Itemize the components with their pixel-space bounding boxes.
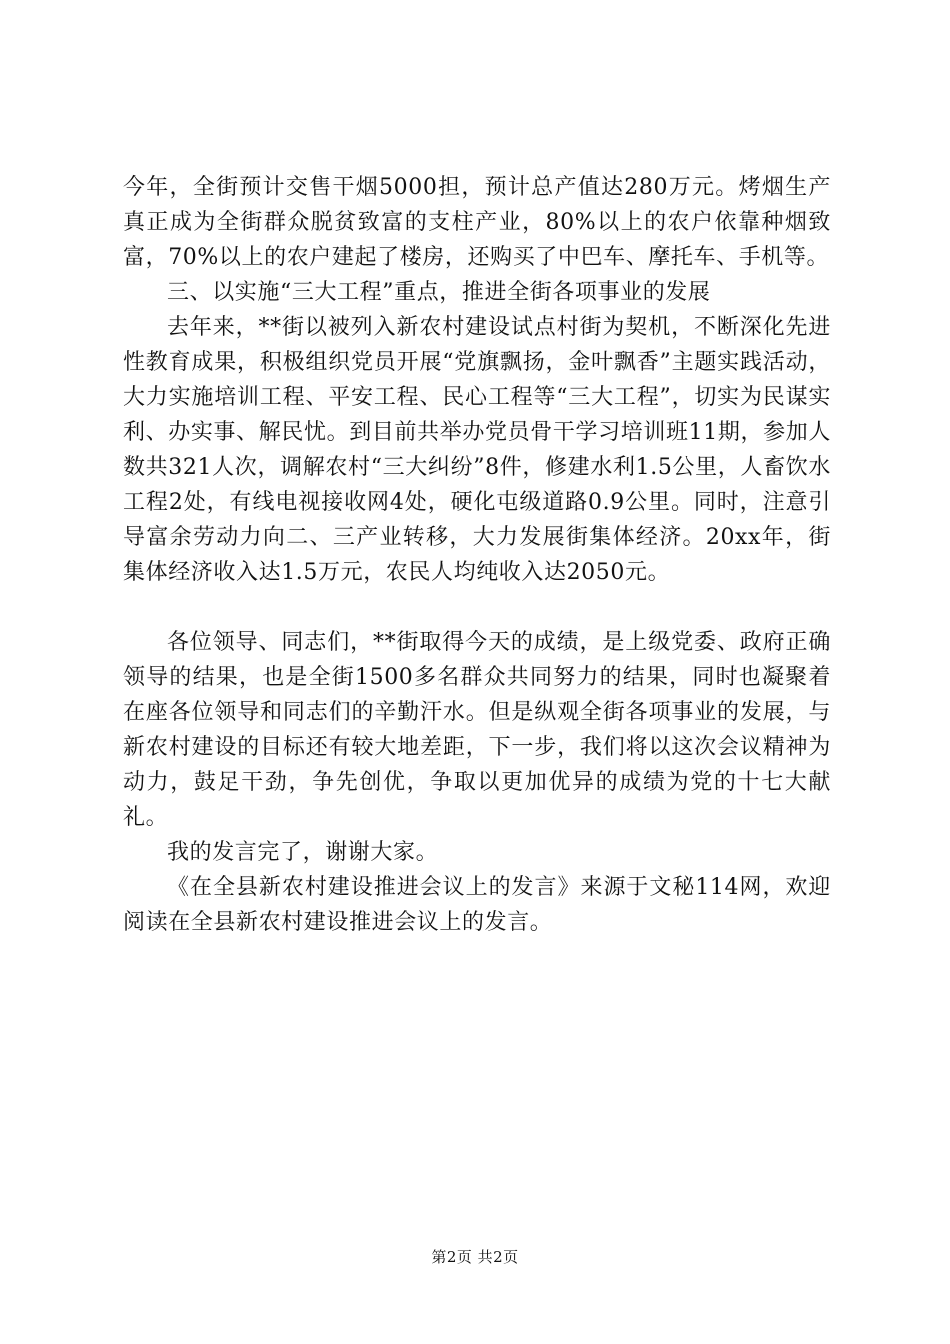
paragraph-spacer [123, 590, 831, 625]
paragraph-source-note: 《在全县新农村建设推进会议上的发言》来源于文秘114网，欢迎阅读在全县新农村建设推进会议上的发言。 [123, 875, 831, 935]
page-footer: 第2页 共2页 [431, 1248, 519, 1266]
paragraph-harvest: 今年，全街预计交售干烟5000担，预计总产值达280万元。烤烟生产真正成为全街群众脱贫致富的支柱产业，80%以上的农户依靠种烟致富，70%以上的农户建起了楼房，还购买了中巴车、摩托车、手机等。 [123, 175, 831, 270]
paragraph-conclusion: 各位领导、同志们，**街取得今天的成绩，是上级党委、政府正确领导的结果，也是全街1500多名群众共同努力的结果，同时也凝聚着在座各位领导和同志们的辛勤汗水。但是纵观全街各项事业的发展，与新农村建设的目标还有较大地差距，下一步，我们将以这次会议精神为动力，鼓足干劲，争先创优，争取以更加优异的成绩为党的十七大献礼。 [123, 630, 831, 830]
paragraph-thanks: 我的发言完了，谢谢大家。 [167, 840, 439, 865]
paragraph-projects: 去年来，**街以被列入新农村建设试点村街为契机，不断深化先进性教育成果，积极组织党员开展“党旗飘扬，金叶飘香”主题实践活动，大力实施培训工程、平安工程、民心工程等“三大工程”，切实为民谋实利、办实事、解民忧。到目前共举办党员骨干学习培训班11期，参加人数共321人次，调解农村“三大纠纷”8件，修建水利1.5公里，人畜饮水工程2处，有线电视接收网4处，硬化屯级道路0.9公里。同时，注意引导富余劳动力向二、三产业转移，大力发展街集体经济。20xx年，街集体经济收入达1.5万元，农民人均纯收入达2050元。 [123, 315, 831, 585]
section-heading-three-projects: 三、以实施“三大工程”重点，推进全街各项事业的发展 [167, 280, 711, 305]
document-body [123, 170, 831, 940]
